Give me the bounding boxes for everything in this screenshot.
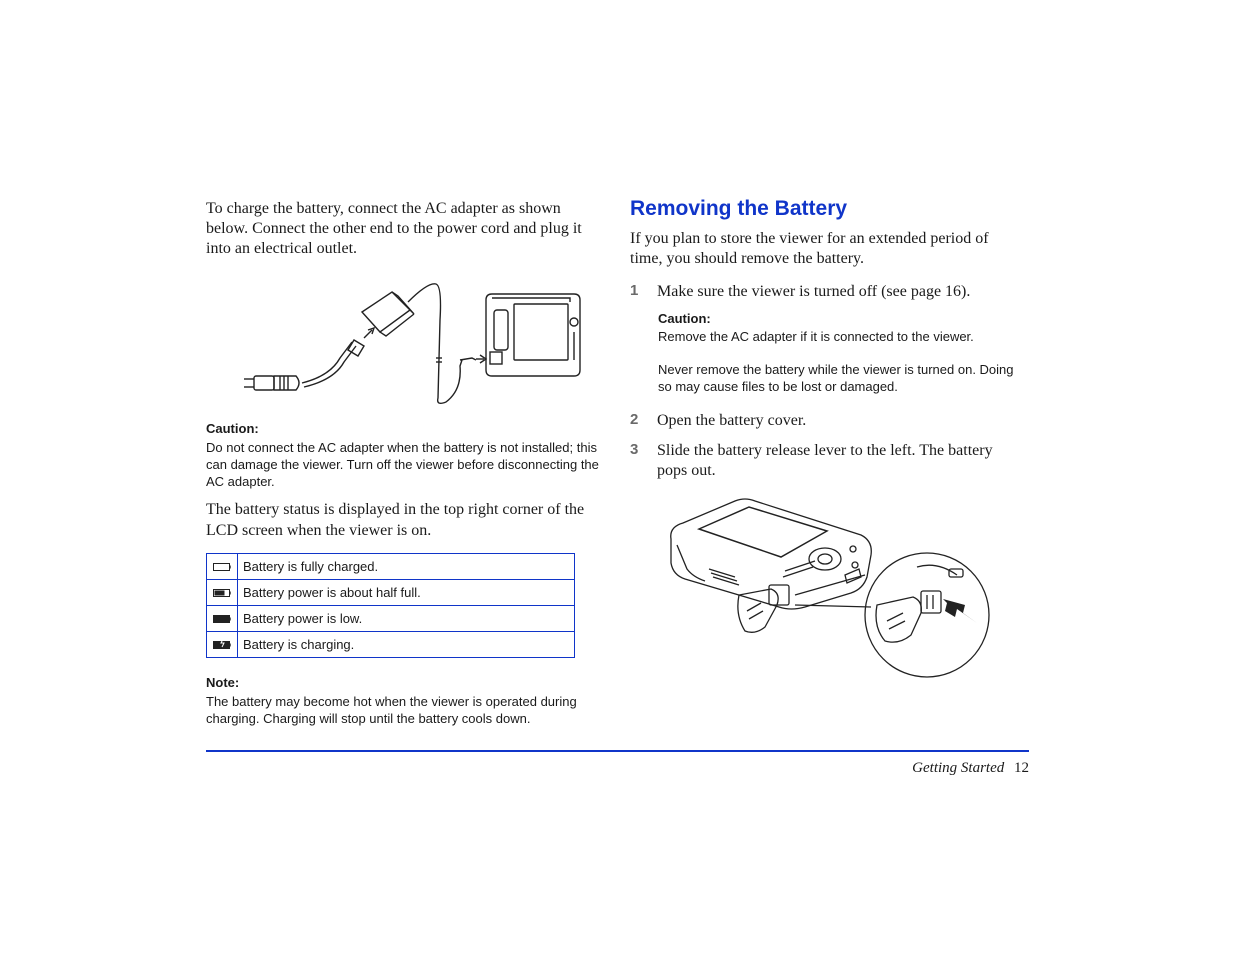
note-text: The battery may become hot when the viewer is operated during charging. Charging will stop until the battery cools down. bbox=[206, 694, 577, 726]
table-row bbox=[207, 632, 575, 658]
step-number: 1 bbox=[630, 282, 639, 299]
status-text: Battery is charging. bbox=[238, 632, 575, 658]
right-caution-label: Caution: bbox=[658, 311, 711, 326]
charge-intro-text: To charge the battery, connect the AC adapter as shown below. Connect the other end to the power cord and plug it into an electrical outlet. bbox=[206, 200, 582, 257]
battery-full-icon bbox=[207, 554, 238, 580]
footer-rule bbox=[206, 750, 1029, 752]
battery-low-icon bbox=[207, 606, 238, 632]
status-text: Battery is fully charged. bbox=[238, 554, 575, 580]
step-1 bbox=[630, 282, 1020, 300]
push-arrow-icon bbox=[943, 599, 977, 623]
right-caution bbox=[658, 311, 1018, 395]
step-2 bbox=[630, 411, 1020, 429]
page-footer bbox=[912, 760, 1029, 777]
right-caution-text-2: Never remove the battery while the viewer is turned on. Doing so may cause files to be lost or damaged. bbox=[658, 362, 1014, 394]
battery-half-icon bbox=[207, 580, 238, 606]
table-row bbox=[207, 606, 575, 632]
section-heading: Removing the Battery bbox=[630, 197, 848, 220]
left-caution bbox=[206, 421, 606, 490]
step-text: Slide the battery release lever to the left. The battery pops out. bbox=[657, 442, 993, 479]
ac-adapter-illustration bbox=[240, 280, 585, 408]
table-row bbox=[207, 554, 575, 580]
right-caution-text-1: Remove the AC adapter if it is connected to the viewer. bbox=[658, 329, 974, 344]
step-text: Open the battery cover. bbox=[657, 412, 807, 429]
battery-charging-icon bbox=[207, 632, 238, 658]
status-text: Battery power is about half full. bbox=[238, 580, 575, 606]
footer-page-number: 12 bbox=[1014, 760, 1029, 776]
note-label: Note: bbox=[206, 675, 240, 690]
left-caution-label: Caution: bbox=[206, 421, 259, 436]
battery-removal-illustration bbox=[665, 495, 995, 685]
plug-prong-block bbox=[254, 376, 274, 390]
battery-status-intro: The battery status is displayed in the top right corner of the LCD screen when the viewer is on. bbox=[206, 501, 585, 539]
battery-status-table bbox=[206, 553, 575, 658]
removal-intro: If you plan to store the viewer for an extended period of time, you should remove the battery. bbox=[630, 230, 989, 267]
table-row bbox=[207, 580, 575, 606]
left-caution-text: Do not connect the AC adapter when the battery is not installed; this can damage the viewer. Turn off the viewer before disconnecting the AC adapter. bbox=[206, 440, 599, 489]
step-number: 3 bbox=[630, 441, 639, 458]
status-text: Battery power is low. bbox=[238, 606, 575, 632]
footer-section: Getting Started bbox=[912, 760, 1005, 776]
step-3 bbox=[630, 441, 1020, 479]
step-number: 2 bbox=[630, 411, 639, 428]
left-note bbox=[206, 675, 606, 727]
step-text: Make sure the viewer is turned off (see page 16). bbox=[657, 283, 971, 300]
